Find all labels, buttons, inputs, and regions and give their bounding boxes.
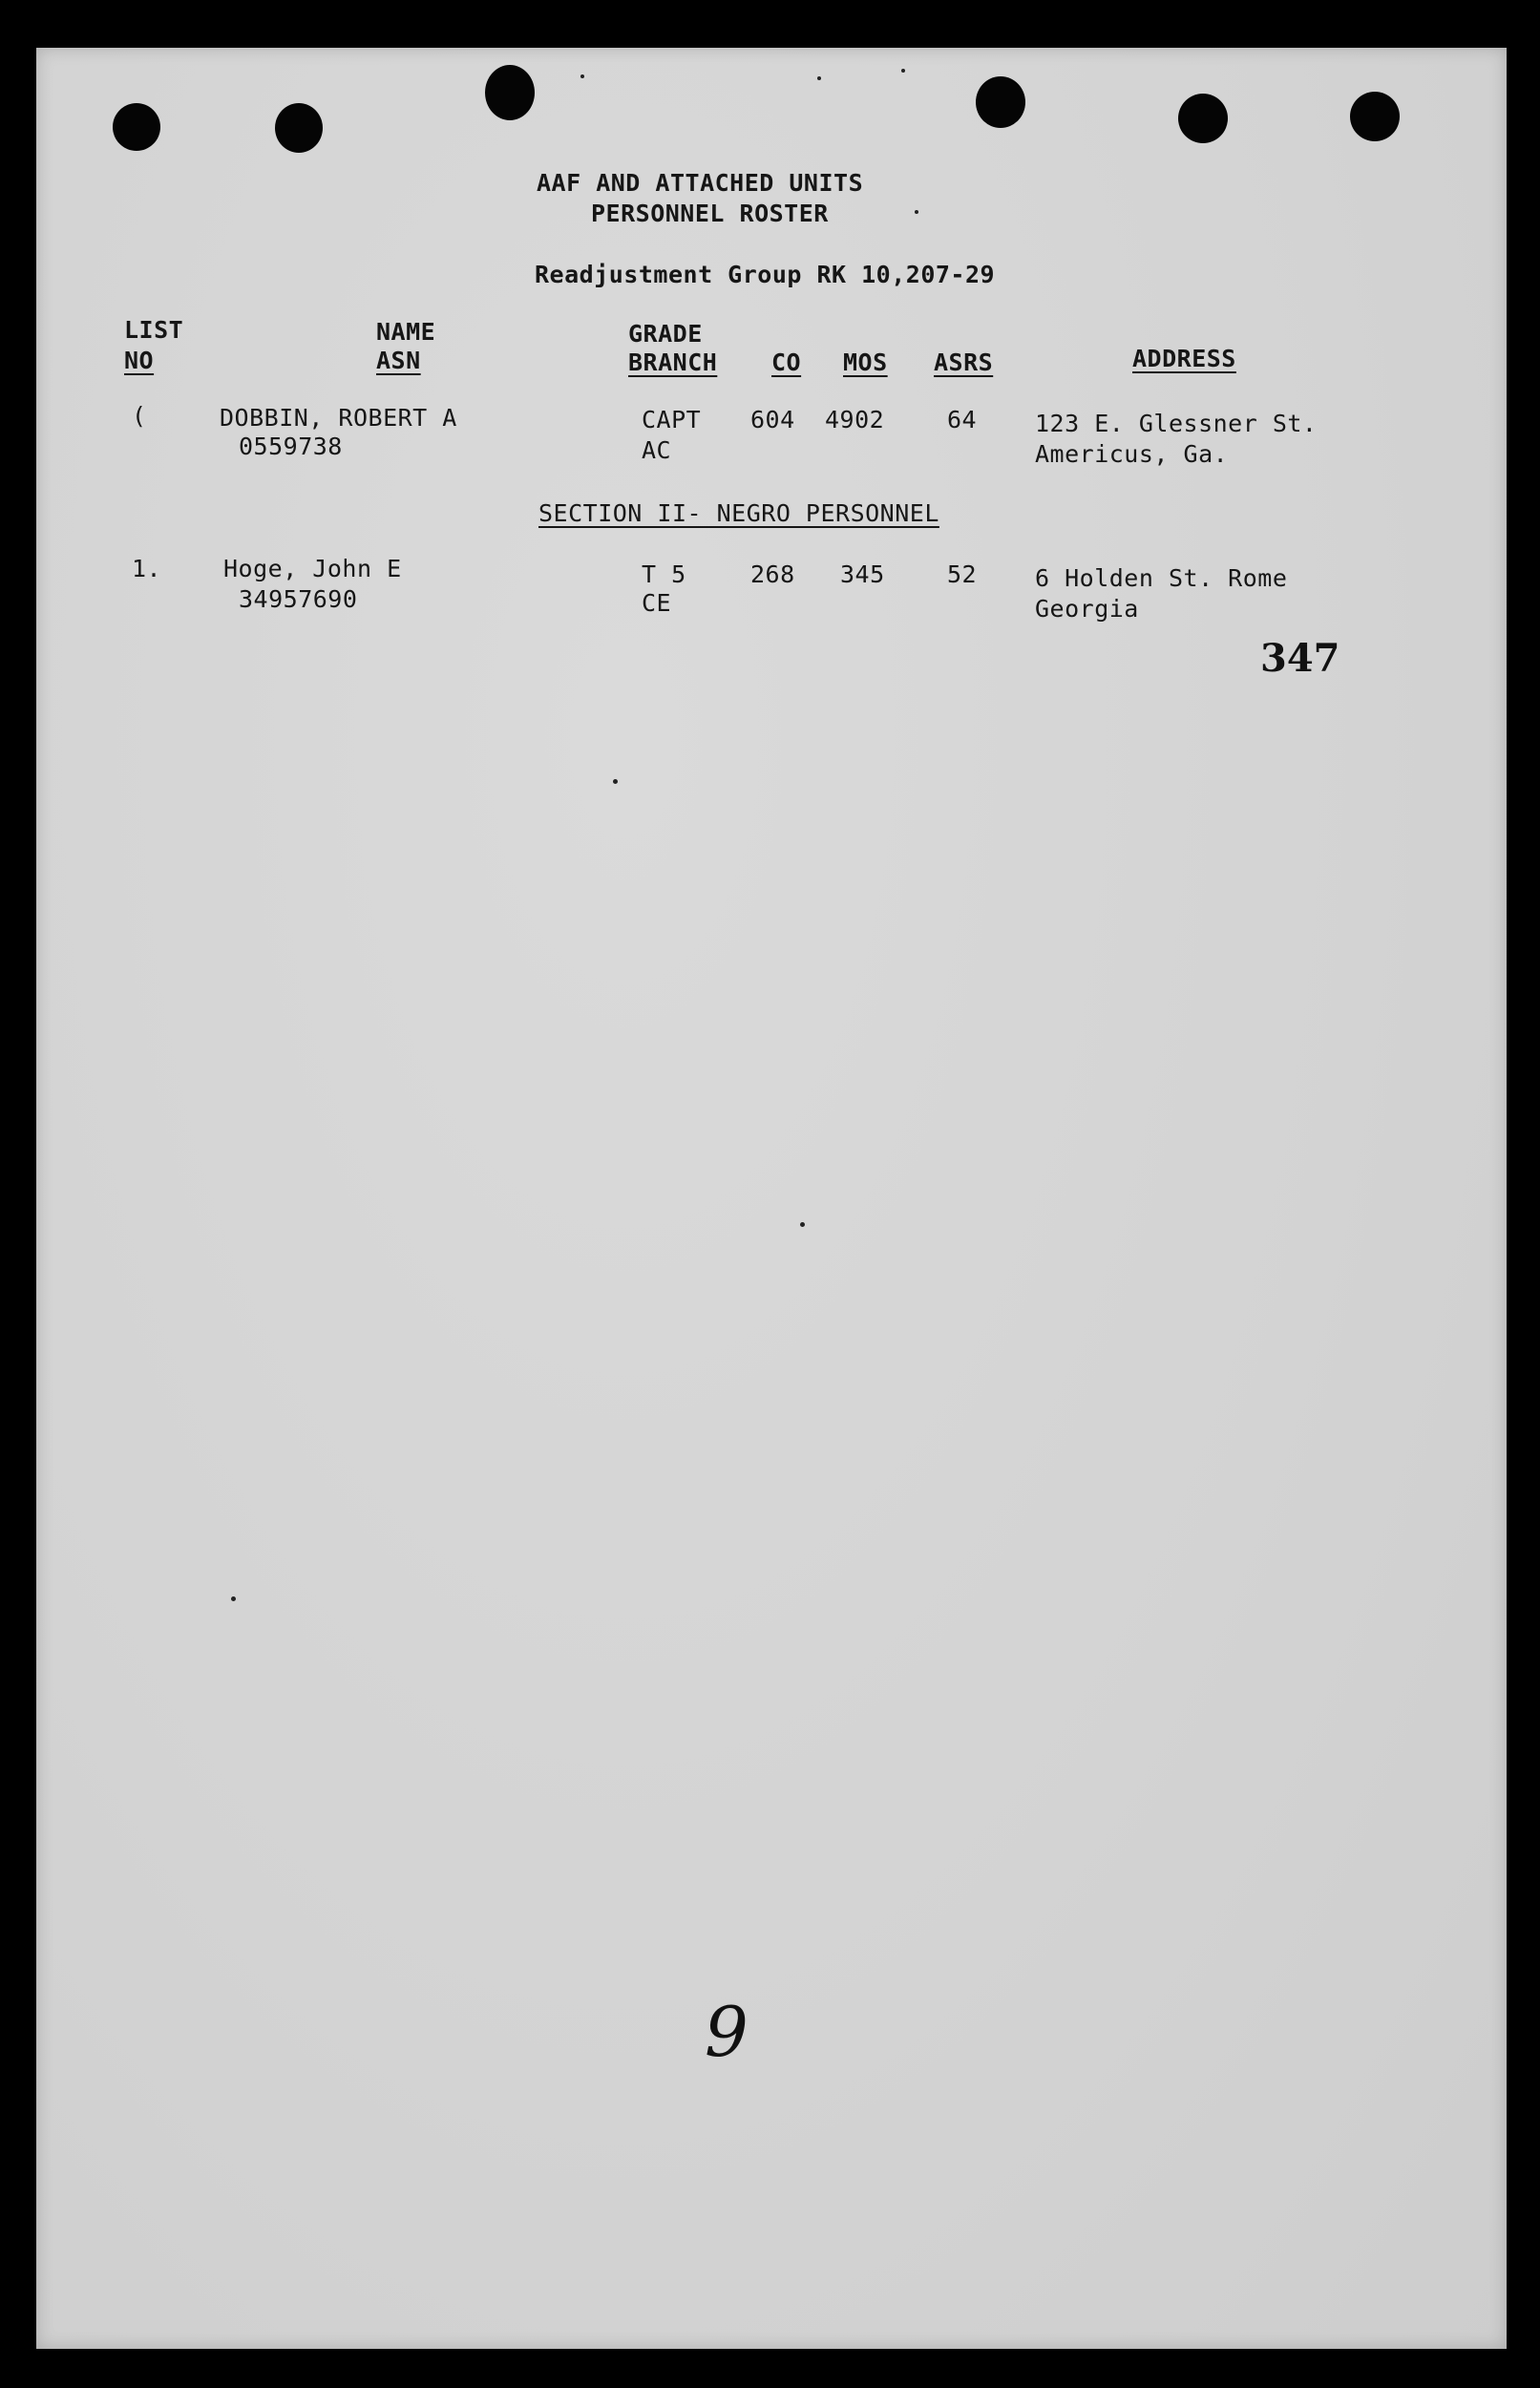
row-2-asn: 34957690 [239,585,358,613]
row-1-co: 604 [750,406,795,433]
row-2-co: 268 [750,560,795,588]
col-no-label: NO [124,347,155,374]
punch-hole-6 [1350,92,1400,141]
scan-speck [231,1596,236,1601]
col-address-label: ADDRESS [1132,345,1236,372]
row-2-branch: CE [642,589,672,617]
row-1-branch: AC [642,436,672,464]
col-grade-label: GRADE [628,320,703,348]
col-co-label: CO [771,349,802,376]
row-1-grade: CAPT [642,406,702,433]
row-2-grade: T 5 [642,560,686,588]
section-heading: SECTION II- NEGRO PERSONNEL [538,499,939,527]
handwritten-page-number: 9 [705,1992,749,2072]
scan-speck [901,69,905,73]
page-number-stamp: 347 [1260,636,1340,681]
scan-speck [817,76,821,80]
row-1-mos: 4902 [825,406,885,433]
scan-speck [613,779,618,784]
row-2-mos: 345 [840,560,885,588]
punch-hole-2 [275,103,323,153]
row-1-asn: 0559738 [239,433,343,460]
row-1-address-line-2: Americus, Ga. [1035,440,1229,468]
row-2-asrs: 52 [947,560,978,588]
scan-speck [580,74,584,78]
row-2-list-no: 1. [132,555,162,582]
punch-hole-1 [113,103,160,151]
col-asrs-label: ASRS [934,349,994,376]
row-1-list-no: ( [132,402,147,430]
punch-hole-4 [976,76,1025,128]
row-1-address-line-1: 123 E. Glessner St. [1035,410,1318,437]
readjustment-group-line: Readjustment Group RK 10,207-29 [535,261,996,288]
col-name-label: NAME [376,318,436,346]
col-asn-label: ASN [376,347,421,374]
col-branch-label: BRANCH [628,349,718,376]
punch-hole-3 [485,65,535,120]
row-2-address-line-1: 6 Holden St. Rome [1035,564,1288,592]
row-1-asrs: 64 [947,406,978,433]
roster-title-line-2: PERSONNEL ROSTER [591,200,829,227]
row-2-name: Hoge, John E [223,555,402,582]
punch-hole-5 [1178,94,1228,143]
roster-title-line-1: AAF AND ATTACHED UNITS [537,169,864,197]
row-2-address-line-2: Georgia [1035,595,1139,623]
document-page [36,48,1507,2349]
scan-speck [915,210,918,214]
col-mos-label: MOS [843,349,888,376]
scan-speck [800,1222,805,1227]
row-1-name: DOBBIN, ROBERT A [220,404,457,432]
col-list-label: LIST [124,316,184,344]
